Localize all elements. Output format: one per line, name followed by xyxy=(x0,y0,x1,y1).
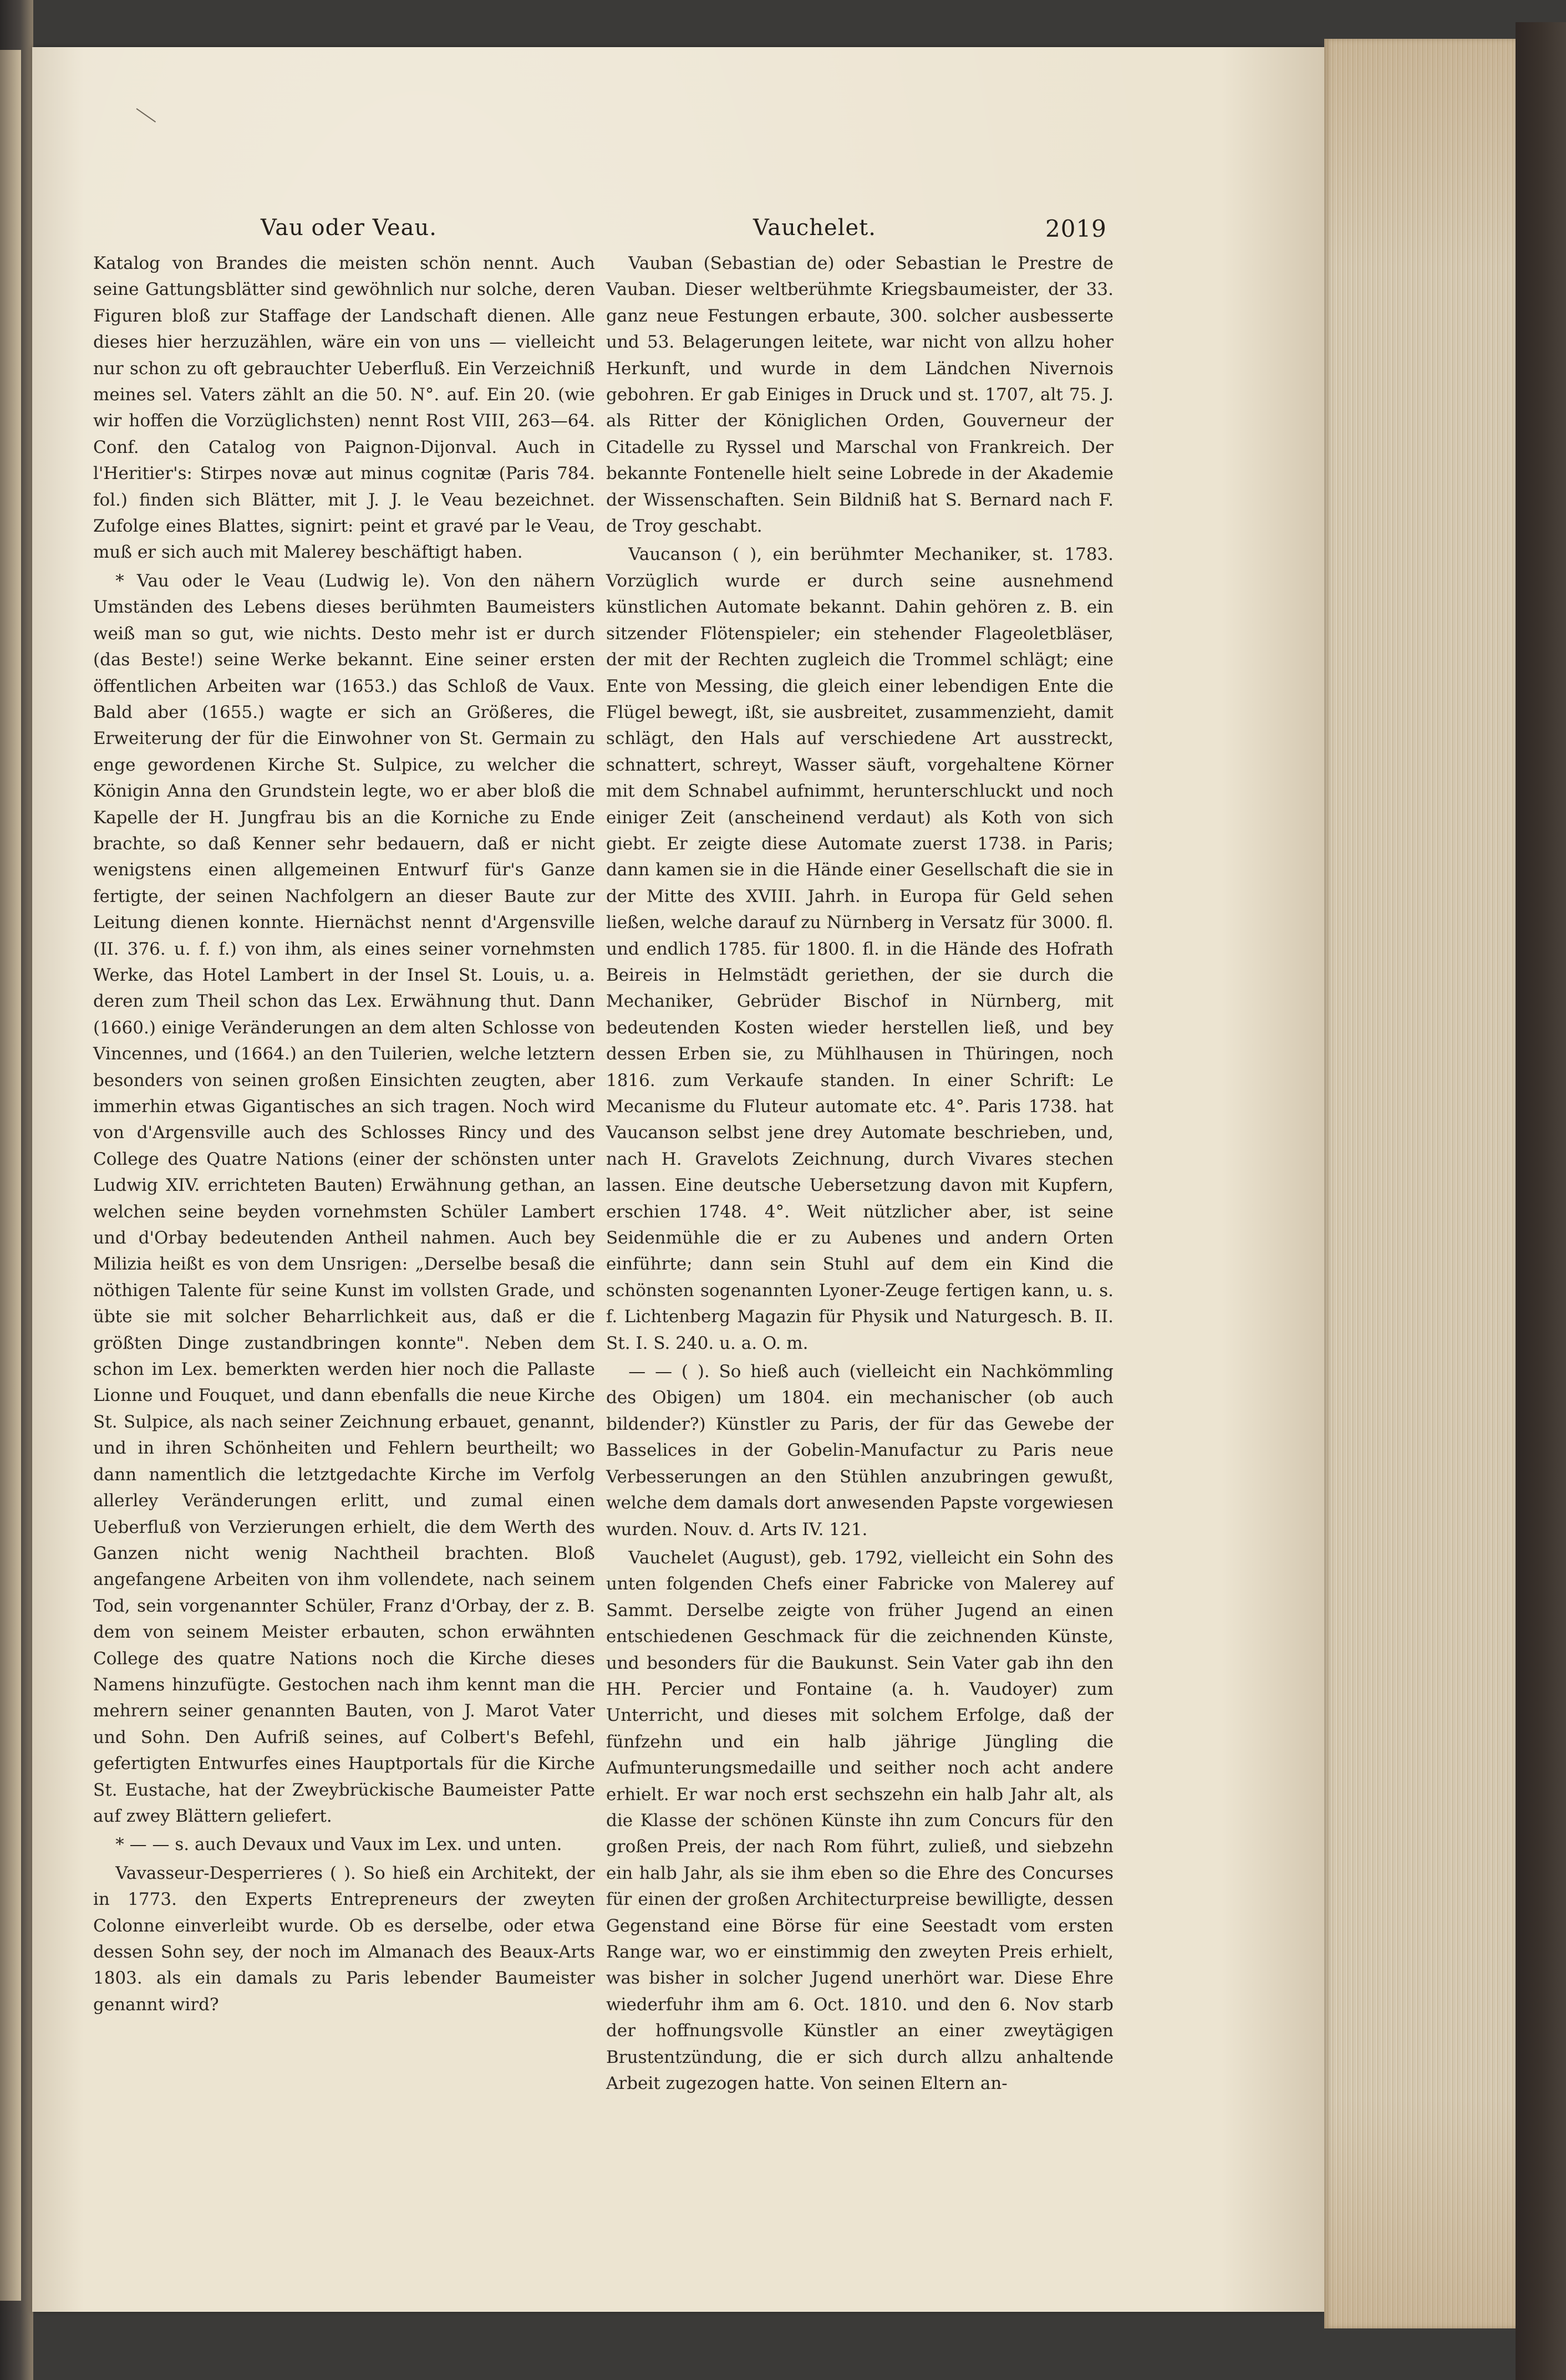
page-block-shade xyxy=(1324,39,1516,2328)
paragraph: — — ( ). So hieß auch (vielleicht ein Nachkömmling des Obigen) um 1804. ein mechanischer (ob auch bildender?) Künstler zu Paris, der für das Gewebe der Basselices in der Gobelin-Manufactur zu Paris neue Verbesserungen an den Stühlen anzubringen gewußt, welche dem damals dort anwesenden Papste vorgewiesen wurden. Nouv. d. Arts IV. 121. xyxy=(606,1362,1114,1540)
paragraph: Vauban (Sebastian de) oder Sebastian le Prestre de Vauban. Dieser weltberühmte Kriegsbaumeister, der 33. ganz neue Festungen erbaute, 300. solcher ausbesserte und 53. Belagerungen leitete, war nicht von allzu hoher Herkunft, und wurde in dem Ländchen Nivernois gebohren. Er gab Einiges in Druck und st. 1707, alt 75. J. als Ritter der Königlichen Orden, Gouverneur der Citadelle zu Ryssel und Marschal von Frankreich. Der bekannte Fontenelle hielt seine Lobrede in der Akademie der Wissenschaften. Sein Bildniß hat S. Bernard nach F. de Troy geschabt. xyxy=(606,253,1114,537)
paragraph: Vaucanson ( ), ein berühmter Mechaniker, st. 1783. Vorzüglich wurde er durch seine ausnehmend künstlichen Automate bekannt. Dahin gehören z. B. ein sitzender Flötenspieler; ein stehender Flageoletbläser, der mit der Rechten zugleich die Trommel schlägt; eine Ente von Messing, die gleich einer lebendigen Ente die Flügel bewegt, ißt, sie ausbreitet, zusammenzieht, damit schlägt, den Hals auf verschiedene Art ausstreckt, schnattert, schreyt, Wasser säuft, vorgehaltene Körner mit dem Schnabel aufnimmt, herunterschluckt und noch einiger Zeit (anscheinend verdaut) als Koth von sich giebt. Er zeigte diese Automate zuerst 1738. in Paris; dann kamen sie in die Hände einer Gesellschaft die sie in der Mitte des XVIII. Jahrh. in Europa für Geld sehen ließen, welche darauf zu Nürnberg in Versatz für 3000. fl. und endlich 1785. für 1800. fl. in die Hände des Hofrath Beireis in Helmstädt geriethen, der sie durch die Mechaniker, Gebrüder Bischof in Nürnberg, mit bedeutenden Kosten wieder herstellen ließ, und bey dessen Erben sie, zu Mühlhausen in Thüringen, noch 1816. zum Verkaufe standen. In einer Schrift: Le Mecanisme du Fluteur automate etc. 4°. Paris 1738. hat Vaucanson selbst jene drey Automate beschrieben, und, nach H. Gravelots Zeichnung, durch Vivares stechen lassen. Eine deutsche Uebersetzung davon mit Kupfern, erschien 1748. 4°. Weit nützlicher aber, ist seine Seidenmühle die er zu Aubenes und andern Orten einführte; dann sein Stuhl auf dem ein Kind die schönsten sogenannten Lyoner-Zeuge fertigen kann, u. s. f. Lichtenberg Magazin für Physik und Naturgesch. B. II. St. I. S. 240. u. a. O. m. xyxy=(606,544,1114,1353)
paragraph: * Vau oder le Veau (Ludwig le). Von den nähern Umständen des Lebens dieses berühmten Baumeisters weiß man so gut, wie nichts. Desto mehr ist er durch (das Beste!) seine Werke bekannt. Eine seiner ersten öffentlichen Arbeiten war (1653.) das Schloß de Vaux. Bald aber (1655.) wagte er sich an Größeres, die Erweiterung der für die Einwohner von St. Germain zu enge gewordenen Kirche St. Sulpice, zu welcher die Königin Anna den Grundstein legte, wo er aber bloß die Kapelle der H. Jungfrau bis an die Korniche zu Ende brachte, so daß Kenner sehr bedauern, daß er nicht wenigstens einen allgemeinen Entwurf für's Ganze fertigte, der seinen Nachfolgern an dieser Baute zur Leitung dienen konnte. Hiernächst nennt d'Argensville (II. 376. u. f. f.) von ihm, als eines seiner vornehmsten Werke, das Hotel Lambert in der Insel St. Louis, u. a. deren zum Theil schon das Lex. Erwähnung thut. Dann (1660.) einige Veränderungen an dem alten Schlosse von Vincennes, und (1664.) an den Tuilerien, welche letztern besonders von seinen großen Einsichten zeugten, aber immerhin etwas Gigantisches an sich tragen. Noch wird von d'Argensville auch des Schlosses Rincy und des College des Quatre Nations (einer der schönsten unter Ludwig XIV. errichteten Bauten) Erwähnung gethan, an welchen seine beyden vornehmsten Schüler Lambert und d'Orbay bedeutenden Antheil nahmen. Auch bey Milizia heißt es von dem Unsrigen: „Derselbe besaß die nöthigen Talente für seine Kunst im vollsten Grade, und übte sie mit solcher Beharrlichkeit aus, daß er die größten Dinge zustandbringen konnte". Neben dem schon im Lex. bemerkten werden hier noch die Pallaste Lionne und Fouquet, und dann ebenfalls die neue Kirche St. Sulpice, als nach seiner Zeichnung erbauet, genannt, und in ihren Schönheiten und Fehlern beurtheilt; wo dann namentlich die letztgedachte Kirche im Verfolg allerley Veränderungen erlitt, und zumal einen Ueberfluß von Verzierungen erhielt, die dem Werth des Ganzen nicht wenig Nachtheil brachten. Bloß angefangene Arbeiten von ihm vollendete, nach seinem Tod, sein vorgenannter Schüler, Franz d'Orbay, der z. B. dem von seinem Meister erbauten, schon erwähnten College des quatre Nations noch die Kirche dieses Namens hinzufügte. Gestochen nach ihm kennt man die mehrern seiner genannten Bauten, von J. Marot Vater und Sohn. Den Aufriß seines, auf Colbert's Befehl, gefertigten Entwurfes eines Hauptportals für die Kirche St. Eustache, hat der Zweybrückische Baumeister Patte auf zwey Blättern geliefert. xyxy=(93,570,595,1826)
paragraph: Vavasseur-Desperrieres ( ). So hieß ein Architekt, der in 1773. den Experts Entrepreneurs der zweyten Colonne einverleibt wurde. Ob es derselbe, oder etwa dessen Sohn sey, der noch im Almanach des Beaux-Arts 1803. als ein damals zu Paris lebender Baumeister genannt wird? xyxy=(93,1863,595,2015)
page-number: 2019 xyxy=(1045,215,1107,242)
paragraph: Vauchelet (August), geb. 1792, vielleicht ein Sohn des unten folgenden Chefs einer Fabricke von Malerey auf Sammt. Derselbe zeigte von früher Jugend an einen entschiedenen Geschmack für die zeichnenden Künste, und besonders für die Baukunst. Sein Vater gab ihn den HH. Percier und Fontaine (a. h. Vaudoyer) zum Unterricht, und dieses mit solchem Erfolge, daß der fünfzehn und ein halb jährige Jüngling die Aufmunterungsmedaille und seither noch acht andere erhielt. Er war noch erst sechszehn ein halb Jahr alt, als die Klasse der schönen Künste ihn zum Concurs für den großen Preis, der nach Rom führt, zuließ, und siebzehn ein halb Jahr, als sie ihm eben so die Ehre des Concurses für einen der großen Architecturpreise bewilligte, dessen Gegenstand eine Börse für eine Seestadt vom ersten Range war, wo er einstimmig den zweyten Preis erhielt, was bisher in solcher Jugend unerhört war. Diese Ehre wiederfuhr ihm am 6. Oct. 1810. und den 6. Nov starb der hoffnungsvolle Künstler an einer zweytägigen Brustentzündung, die er sich durch allzu anhaltende Arbeit zugezogen hatte. Von seinen Eltern an- xyxy=(606,1547,1114,2094)
running-head-left: Vau oder Veau. xyxy=(261,215,437,241)
paragraph: Katalog von Brandes die meisten schön nennt. Auch seine Gattungsblätter sind gewöhnlich nur solche, deren Figuren bloß zur Staffage der Landschaft dienen. Alle dieses hier herzuzählen, wäre ein von uns — vielleicht nur schon zu oft gebrauchter Ueberfluß. Ein Verzeichniß meines sel. Vaters zählt an die 50. N°. auf. Ein 20. (wie wir hoffen die Vorzüglichsten) nennt Rost VIII, 263—64. Conf. den Catalog von Paignon-Dijonval. Auch in l'Heritier's: Stirpes novæ aut minus cognitæ (Paris 784. fol.) finden sich Blätter, mit J. J. le Veau bezeichnet. Zufolge eines Blattes, signirt: peint et gravé par le Veau, muß er sich auch mit Malerey beschäftigt haben. xyxy=(93,253,595,563)
paragraph: * — — s. auch Devaux und Vaux im Lex. und unten. xyxy=(115,1834,562,1855)
text-column-right xyxy=(606,215,1114,2097)
running-head-right: Vauchelet. xyxy=(753,215,876,241)
text-column-left xyxy=(93,215,595,2018)
previous-page-edge xyxy=(0,50,21,2301)
book-cover-edge xyxy=(1516,22,1566,2380)
